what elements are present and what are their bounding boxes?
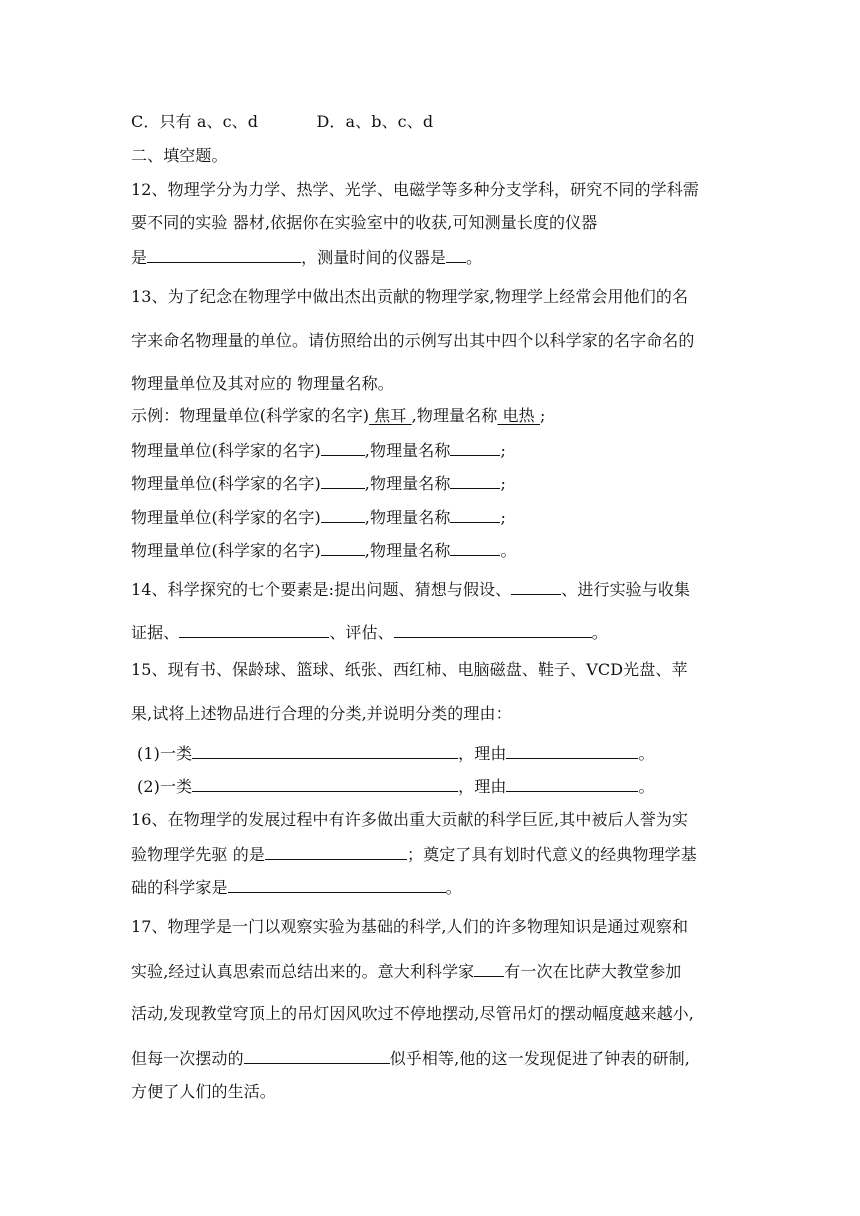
q17-line-4 [131,1048,690,1069]
q17-line-2 [131,961,681,982]
row-label: ,物理量名称 [364,541,451,560]
blank-element[interactable] [394,622,592,638]
blank-unit[interactable] [321,507,365,523]
blank-period[interactable] [244,1048,390,1064]
q13-line-2: 字来命名物理量的单位。请仿照给出的示例写出其中四个以科学家的名字命名的 [131,331,695,350]
blank-scientist[interactable] [228,877,446,893]
q14-text: 14、科学探究的七个要素是:提出问题、猜想与假设、 [131,580,512,599]
blank-reason[interactable] [506,743,638,759]
blank-reason[interactable] [506,776,638,792]
row-label: 物理量单位(科学家的名字) [131,474,321,493]
blank-quantity[interactable] [450,473,500,489]
q17-line-5: 方便了人们的生活。 [131,1082,276,1101]
choice-options-line [131,112,433,132]
blank-scientist[interactable] [474,961,504,977]
row-end: 。 [500,541,517,560]
q16-text: 。 [445,878,462,897]
q12-line-2: 要不同的实验 器材,依据你在实验室中的收获,可知测量长度的仪器 [131,213,598,232]
q16-line-1: 16、在物理学的发展过程中有许多做出重大贡献的科学巨匠,其中被后人誉为实 [131,810,689,829]
blank-quantity[interactable] [450,507,500,523]
blank-time-instrument[interactable] [446,247,466,263]
row-label: ,物理量名称 [364,508,451,527]
q12-line-3 [131,247,482,268]
q16-line-2 [131,844,697,865]
blank-element[interactable] [179,622,329,638]
q14-text: 、评估、 [329,623,394,642]
row-label: ,物理量名称 [364,474,451,493]
blank-scientist[interactable] [265,844,407,860]
q17-line-3: 活动,发现教堂穹顶上的吊灯因风吹过不停地摆动,尽管吊灯的摆动幅度越来越小, [131,1004,694,1023]
blank-category[interactable] [192,743,458,759]
row-label: 物理量单位(科学家的名字) [131,508,321,527]
item-label: (1)一类 [137,744,193,763]
example-unit: 焦耳 [369,406,412,425]
option-c: C．只有 a、c、d [131,112,259,131]
q14-text: 证据、 [131,623,180,642]
q14-text: 、进行实验与收集 [561,580,691,599]
q13-line-1: 13、为了纪念在物理学中做出杰出贡献的物理学家,物理学上经常会用他们的名 [131,287,689,306]
item-label: (2)一类 [137,777,193,796]
q12-text: 是 [131,248,148,267]
q13-example [131,406,545,426]
blank-category[interactable] [192,776,458,792]
q16-text: 础的科学家是 [131,878,228,897]
q12-text: ，测量时间的仪器是 [301,248,447,267]
q17-text: 有一次在比萨大教堂参加 [504,962,682,981]
q12-text: 。 [466,248,483,267]
blank-length-instrument[interactable] [147,247,301,263]
q16-line-3 [131,877,462,898]
row-end: ; [500,441,506,460]
blank-quantity[interactable] [450,540,500,556]
blank-unit[interactable] [321,440,365,456]
q15-line-1: 15、现有书、保龄球、篮球、纸张、西红柿、电脑磁盘、鞋子、VCD光盘、苹 [131,660,688,679]
item-label: ，理由 [458,777,507,796]
item-end: 。 [638,744,655,763]
q17-text: 但每一次摆动的 [131,1049,244,1068]
blank-quantity[interactable] [450,440,500,456]
row-end: ; [500,508,506,527]
row-label: 物理量单位(科学家的名字) [131,541,321,560]
q17-text: 似乎相等,他的这一发现促进了钟表的研制, [389,1049,690,1068]
section-heading: 二、填空题。 [131,146,228,165]
example-label: ,物理量名称 [411,406,498,425]
q14-line-2 [131,622,608,643]
q13-row-1 [131,440,506,461]
q13-row-4 [131,540,517,561]
q12-line-1: 12、物理学分为力学、热学、光学、电磁学等多种分支学科，研究不同的学科需 [131,180,699,199]
blank-unit[interactable] [321,473,365,489]
q14-line-1 [131,579,690,600]
q17-text: 实验,经过认真思索而总结出来的。意大利科学家 [131,962,475,981]
q13-row-3 [131,507,506,528]
q15-item-1 [137,743,655,764]
q14-text: 。 [591,623,608,642]
q15-line-2: 果,试将上述物品进行合理的分类,并说明分类的理由： [131,704,512,723]
row-label: ,物理量名称 [364,441,451,460]
example-quantity: 电热 [497,406,540,425]
item-label: ，理由 [458,744,507,763]
q17-line-1: 17、物理学是一门以观察实验为基础的科学,人们的许多物理知识是通过观察和 [131,917,689,936]
q15-item-2 [137,776,655,797]
q16-text: 验物理学先驱 的是 [131,845,265,864]
row-end: ; [500,474,506,493]
q13-row-2 [131,473,506,494]
q16-text: ；奠定了具有划时代意义的经典物理学基 [407,845,697,864]
row-label: 物理量单位(科学家的名字) [131,441,321,460]
example-label: 示例：物理量单位(科学家的名字) [131,406,370,425]
q13-line-3: 物理量单位及其对应的 物理量名称。 [131,374,394,393]
option-d: D．a、b、c、d [316,112,434,131]
blank-unit[interactable] [321,540,365,556]
example-label: ; [539,406,546,425]
item-end: 。 [638,777,655,796]
blank-element[interactable] [511,579,561,595]
